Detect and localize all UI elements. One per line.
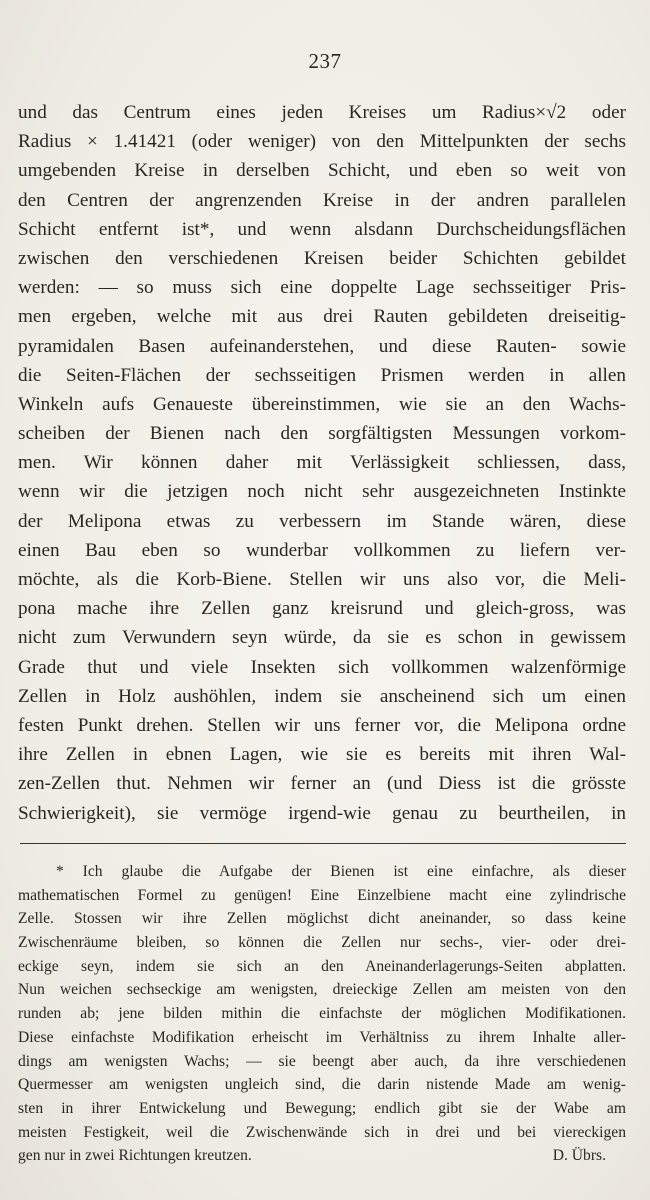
body-line: und das Centrum eines jeden Kreises um Radius×√2 oder <box>18 102 626 123</box>
footnote-last-line <box>18 1144 626 1168</box>
body-line: Zellen in Holz aushöhlen, indem sie anscheinend sich um einen <box>18 685 626 707</box>
body-line: umgebenden Kreise in derselben Schicht, und eben so weit von <box>18 160 626 182</box>
body-line: werden: — so muss sich eine doppelte Lage sechsseitiger Pris- <box>18 277 626 299</box>
footnote-line: * Ich glaube die Aufgabe der Bienen ist eine einfachre, als dieser <box>56 863 626 880</box>
body-line: ihre Zellen in ebnen Lagen, wie sie es bereits mit ihren Wal- <box>18 744 626 766</box>
body-line: Winkeln aufs Genaueste übereinstimmen, wie sie an den Wachs- <box>18 393 626 415</box>
footnote-line: dings am wenigsten Wachs; — sie beengt aber auch, da ihre verschiedenen <box>18 1052 626 1070</box>
body-line: einen Bau eben so wunderbar vollkommen zu liefern ver- <box>18 539 626 561</box>
body-line: men ergeben, welche mit aus drei Rauten gebildeten dreiseitig- <box>18 306 626 328</box>
body-line: pona mache ihre Zellen ganz kreisrund und gleich-gross, was <box>18 598 626 620</box>
body-line: festen Punkt drehen. Stellen wir uns ferner vor, die Melipona ordne <box>18 714 626 736</box>
footnote-signature: D. Übrs. <box>552 1147 606 1165</box>
body-line: scheiben der Bienen nach den sorgfältigsten Messungen vorkom- <box>18 423 626 445</box>
footnote-line: Nun weichen sechseckige am wenigsten, dreieckige Zellen am meisten von den <box>18 981 626 999</box>
footnote-line: Zelle. Stossen wir ihre Zellen möglichst dicht aneinander, so dass keine <box>18 910 626 928</box>
body-line: nicht zum Verwundern seyn würde, da sie es schon in gewissem <box>18 627 626 649</box>
footnote-line: Quermesser am wenigsten ungleich sind, die darin nistende Made am wenig- <box>18 1076 626 1094</box>
footnote-line: gen nur in zwei Richtungen kreutzen. <box>18 1147 252 1165</box>
footnote-line: runden ab; jene bilden mithin die einfachste der möglichen Modifikationen. <box>18 1005 626 1023</box>
body-text <box>18 98 626 828</box>
footnote-line: sten in ihrer Entwickelung und Bewegung; endlich gibt sie der Wabe am <box>18 1099 626 1117</box>
body-line: men. Wir können daher mit Verlässigkeit schliessen, dass, <box>18 452 626 474</box>
footnote-divider <box>20 843 626 844</box>
footnote-line: eckige seyn, indem sie sich an den Aneinanderlagerungs-Seiten abplatten. <box>18 957 626 975</box>
body-line: den Centren der angrenzenden Kreise in der andren parallelen <box>18 189 626 211</box>
body-line: Grade thut und viele Insekten sich vollkommen walzenförmige <box>18 656 626 678</box>
footnote-line: mathematischen Formel zu genügen! Eine Einzelbiene macht eine zylindrische <box>18 886 626 904</box>
body-line: die Seiten-Flächen der sechsseitigen Prismen werden in allen <box>18 364 626 386</box>
footnote-line: Diese einfachste Modifikation erheischt im Verhältniss zu ihrem Inhalte aller- <box>18 1028 626 1046</box>
footnote-line: Zwischenräume bleiben, so können die Zellen nur sechs-, vier- oder drei- <box>18 934 626 952</box>
footnote <box>18 860 626 1168</box>
footnote-line: meisten Festigkeit, weil die Zwischenwände sich in drei und bei viereckigen <box>18 1123 626 1141</box>
body-line: zwischen den verschiedenen Kreisen beider Schichten gebildet <box>18 247 626 269</box>
body-line: möchte, als die Korb-Biene. Stellen wir uns also vor, die Meli- <box>18 569 626 590</box>
body-line: wenn wir die jetzigen noch nicht sehr ausgezeichneten Instinkte <box>18 481 626 503</box>
body-line: Schicht entfernt ist*, und wenn alsdann Durchscheidungsflächen <box>18 218 626 240</box>
body-line: Radius × 1.41421 (oder weniger) von den Mittelpunkten der sechs <box>18 131 626 153</box>
page-number: 237 <box>308 49 342 73</box>
body-line: der Melipona etwas zu verbessern im Stande wären, diese <box>18 510 626 532</box>
body-line: Schwierigkeit), sie vermöge irgend-wie genau zu beurtheilen, in <box>18 802 626 824</box>
body-line: zen-Zellen thut. Nehmen wir ferner an (und Diess ist die grösste <box>18 773 626 795</box>
body-line: pyramidalen Basen aufeinanderstehen, und diese Rauten- sowie <box>18 335 626 357</box>
